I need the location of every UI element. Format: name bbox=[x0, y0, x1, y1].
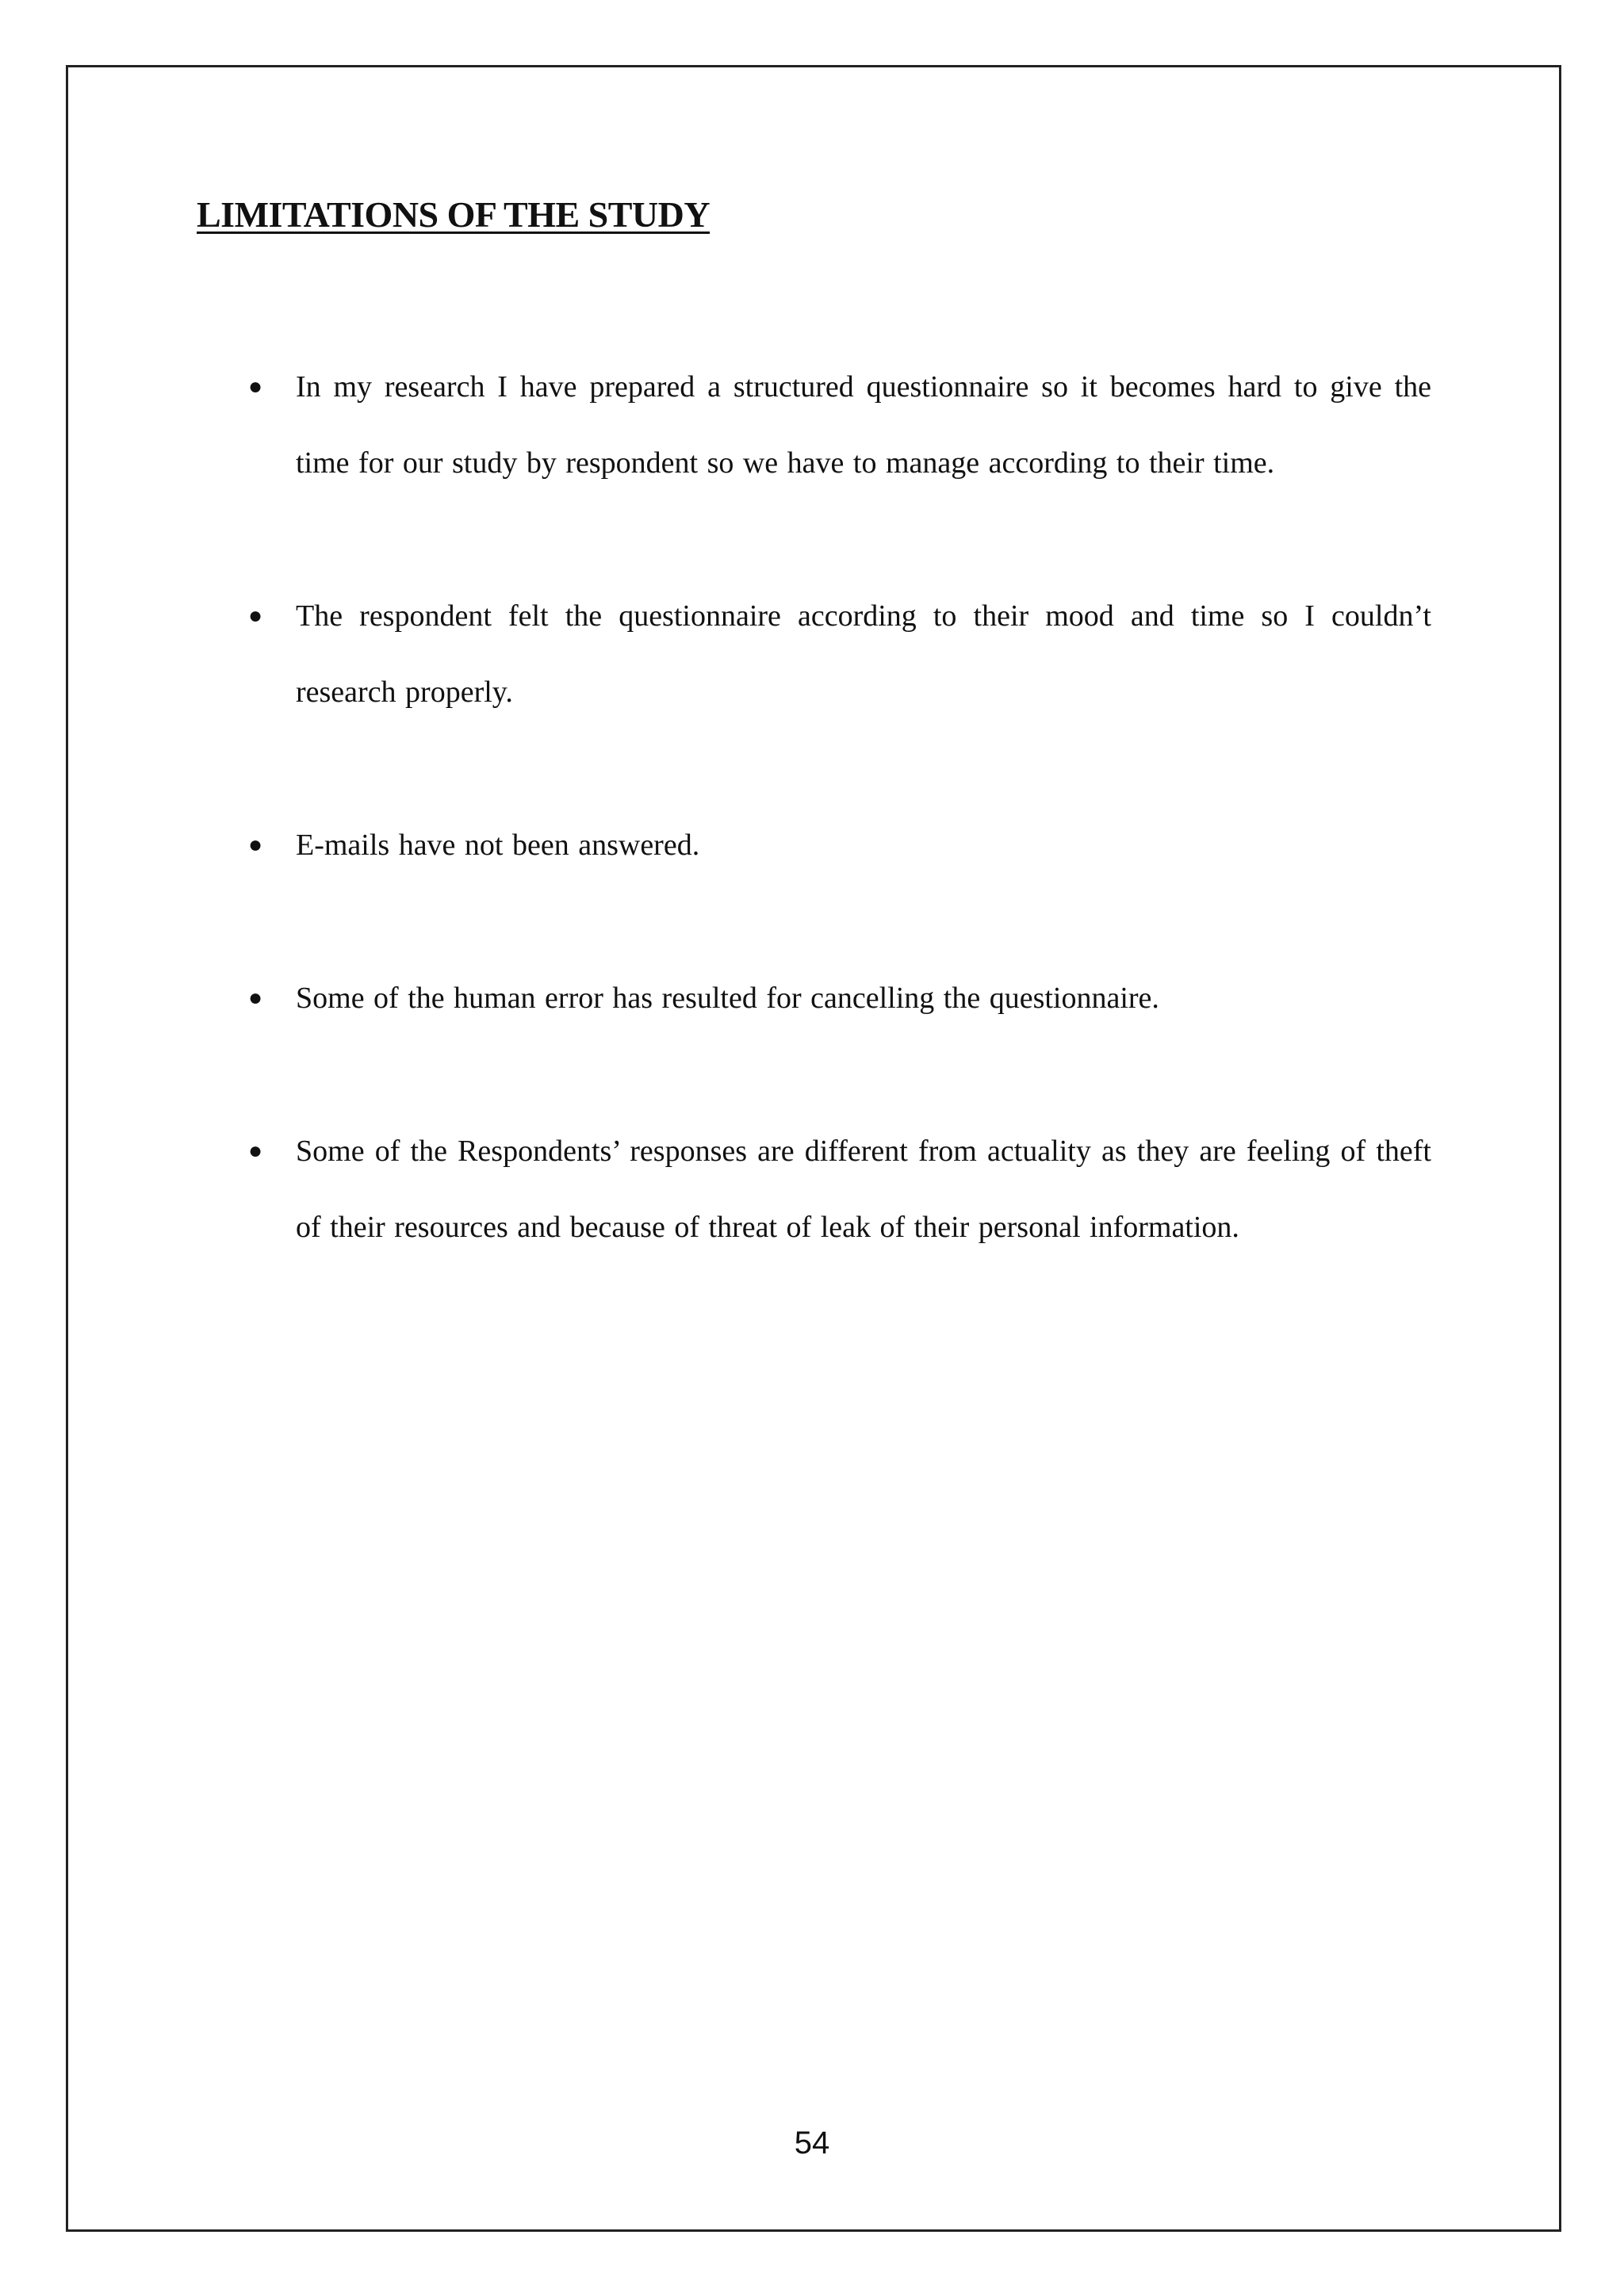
list-item bbox=[248, 807, 1431, 883]
page-number: 54 bbox=[794, 2126, 830, 2160]
list-item-text: E-mails have not been answered. bbox=[296, 828, 700, 862]
section-heading: LIMITATIONS OF THE STUDY bbox=[197, 194, 710, 235]
list-item bbox=[248, 960, 1431, 1036]
limitations-list bbox=[248, 349, 1431, 1342]
list-item bbox=[248, 578, 1431, 730]
list-item-text: In my research I have prepared a structured questionnaire so it becomes hard to give the time for our study by respondent so we have to manage according to their time. bbox=[296, 370, 1431, 480]
list-item-text: Some of the human error has resulted for cancelling the questionnaire. bbox=[296, 982, 1159, 1015]
bullet-icon: ● bbox=[248, 603, 263, 629]
list-item bbox=[248, 1113, 1431, 1265]
bullet-icon: ● bbox=[248, 373, 263, 400]
bullet-icon: ● bbox=[248, 985, 263, 1011]
list-item-text: The respondent felt the questionnaire according to their mood and time so I couldn’t research properly. bbox=[296, 599, 1431, 709]
list-item bbox=[248, 349, 1431, 501]
bullet-icon: ● bbox=[248, 832, 263, 858]
list-item-text: Some of the Respondents’ responses are different from actuality as they are feeling of theft of their resources and because of threat of leak of their personal information. bbox=[296, 1135, 1431, 1244]
bullet-icon: ● bbox=[248, 1138, 263, 1164]
